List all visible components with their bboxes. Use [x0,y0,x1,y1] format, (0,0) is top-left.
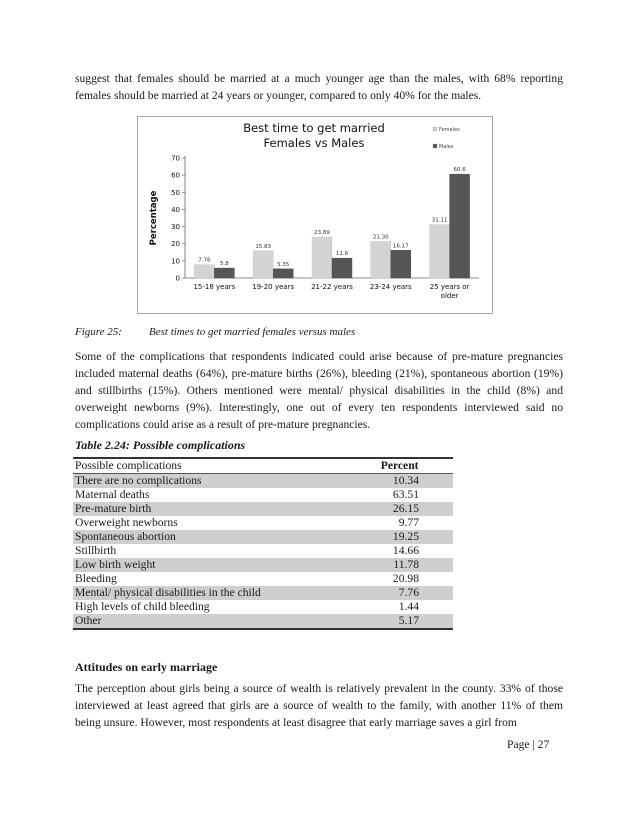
data-label-females: 7.76 [198,257,211,264]
row-label: Spontaneous abortion [73,530,349,544]
table-row [73,474,453,489]
row-label: Pre-mature birth [73,502,349,516]
x-tick-label: 23-24 years [369,283,412,291]
row-value: 5.17 [349,614,453,629]
row-label: Low birth weight [73,558,349,572]
table-row [73,558,453,572]
row-label: Bleeding [75,572,117,585]
row-value: 63.51 [392,488,419,501]
figure-label: Figure 25: [75,326,122,338]
header-percent: Percent [349,458,453,474]
bar-males [450,174,470,278]
table-row [73,600,453,614]
data-label-females: 21.30 [372,234,389,241]
bar-females [253,251,273,278]
table-row [73,530,453,544]
y-tick-label: 0 [175,274,180,283]
table-row [73,502,453,516]
row-label: Mental/ physical disabilities in the child [73,586,349,600]
page-number: Page | 27 [507,738,550,751]
bar-females [430,225,450,278]
row-value: 14.66 [392,544,419,557]
data-label-females: 15.83 [255,243,272,250]
y-axis-label: Percentage [149,190,159,246]
row-label: Other [73,614,349,629]
y-tick-label: 20 [171,240,180,249]
data-label-females: 23.89 [314,230,330,237]
x-tick-label: 21-22 years [311,283,353,291]
table-header-row [73,458,453,474]
legend-swatch-females [433,127,437,131]
bar-males [273,269,293,278]
row-value: 10.34 [349,474,453,489]
bar-males [332,258,352,278]
y-tick-label: 10 [171,257,180,266]
table-row [73,544,453,558]
row-label: Maternal deaths [75,488,150,501]
bar-females [194,265,214,278]
complications-table [73,457,453,630]
row-label: There are no complications [73,474,349,489]
legend-label-females: Females [439,127,460,133]
bar-males [391,250,411,278]
table-row [73,488,453,502]
y-tick-label: 50 [171,188,180,197]
row-label: Stillbirth [75,544,117,557]
data-label-males: 16.17 [392,243,409,250]
table-title: Table 2.24: Possible complications [75,438,246,452]
legend-label-males: Males [439,144,454,150]
table-row [73,572,453,586]
bar-females [312,237,332,278]
legend-swatch-males [433,144,437,148]
row-value: 19.25 [349,530,453,544]
x-tick-label: 25 years or older [429,283,470,300]
bar-males [214,268,234,278]
y-tick-label: 60 [171,171,180,180]
header-complication: Possible complications [73,458,349,474]
data-label-males: 5.8 [220,261,229,268]
section-heading: Attitudes on early marriage [75,660,218,674]
chart-title: Best time to get married [243,121,385,135]
data-label-females: 31.11 [431,217,448,224]
x-tick-label: 19-20 years [252,283,295,291]
x-tick-label: 15-18 years [193,283,236,291]
table-row [73,516,453,530]
chart-svg [138,117,492,313]
row-label: High levels of child bleeding [75,600,210,613]
row-value: 9.77 [398,516,419,529]
data-label-males: 60.6 [453,167,466,174]
intro-paragraph: suggest that females should be married at a much younger age than the males, with 68% reporting females should be married at 24 years or younger, compared to only 40% for the males. [75,72,563,102]
row-value: 20.98 [392,572,419,585]
row-value: 26.15 [349,502,453,516]
table-row [73,586,453,600]
row-value: 11.78 [349,558,453,572]
row-value: 7.76 [349,586,453,600]
chart-subtitle: Females vs Males [263,136,365,150]
y-tick-label: 70 [171,154,180,163]
attitudes-paragraph: The perception about girls being a source of wealth is relatively prevalent in the county. 33% of those interviewed at least agreed that girls are a source of wealth to the family, with another 11% of them being unsure. However, most respondents at least disagree that early marriage saves a girl from [75,682,563,729]
complications-paragraph: Some of the complications that respondents indicated could arise because of pre-mature pregnancies included maternal deaths (64%), pre-mature births (26%), bleeding (21%), spontaneous abortion (19%) and stillbirths (15%). Others mentioned were mental/ physical disabilities in the child (8%) and overweight newborns (9%). Interestingly, one out of every ten respondents interviewed said no complications could arise as a result of pre-mature pregnancies. [75,350,563,431]
table-row [73,614,453,629]
y-tick-label: 30 [171,223,180,232]
row-value: 1.44 [398,600,419,613]
married-age-chart [137,116,493,314]
y-tick-label: 40 [171,205,180,214]
figure-caption [75,326,355,338]
data-label-males: 11.6 [335,251,349,258]
data-label-males: 5.35 [277,261,290,268]
figure-caption-text: Best times to get married females versus males [149,326,356,338]
bar-females [371,241,391,278]
row-label: Overweight newborns [75,516,178,529]
